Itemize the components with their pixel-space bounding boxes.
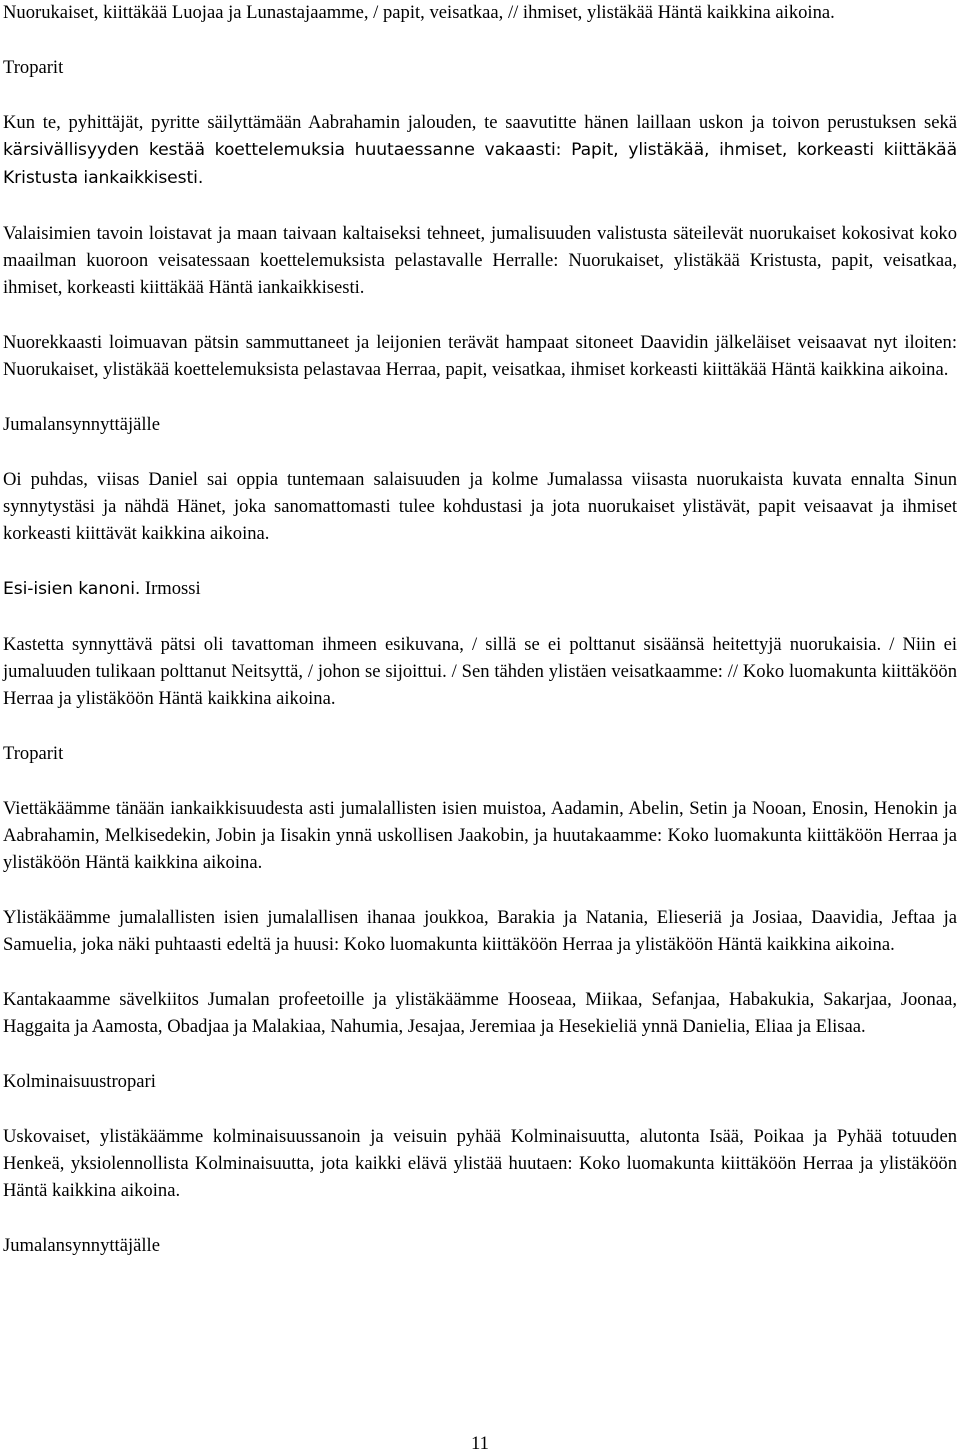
- heading-jumalansynnyttajalle-2: Jumalansynnyttäjälle: [3, 1235, 160, 1256]
- paragraph-kastetta: Kastetta synnyttävä pätsi oli tavattoman ihmeen esikuvana, / sillä se ei polttanut sisäänsä heitettyjä nuorukaisia. / Niin ei jumaluuden tulikaan polttanut Neitsyttä, / johon se sijoittui. / Sen tähden ylistäen veisatkaamme: // Koko luomakunta kiittäköön Herraa ja ylistäköön Häntä kaikkina aikoina.: [3, 633, 957, 710]
- heading-troparit-2: Troparit: [3, 743, 64, 764]
- page-number: 11: [471, 1433, 489, 1454]
- heading-kolminaisuustropari: Kolminaisuustropari: [3, 1071, 156, 1092]
- paragraph-valaisimien: Valaisimien tavoin loistavat ja maan taivaan kaltaiseksi tehneet, jumalisuuden valistusta säteilevät nuorukaiset kokosivat koko maailman kuoroon veisatessaan koettelemuksista pelastavalle Herralle: Nuorukaiset, ylistäkää Kristusta, papit, veisatkaa, ihmiset, korkeasti kiittäkää Häntä iankaikkisesti.: [3, 222, 957, 299]
- paragraph-nuorukaiset-closing: Nuorukaiset, kiittäkää Luojaa ja Lunastajaamme, / papit, veisatkaa, // ihmiset, ylistäkää Häntä kaikkina aikoina.: [3, 2, 835, 23]
- paragraph-viettakaamme: Viettäkäämme tänään iankaikkisuudesta asti jumalallisten isien muistoa, Aadamin, Abelin, Setin ja Nooan, Enosin, Henokin ja Aabrahamin, Melkisedekin, Jobin ja Iisakin ynnä uskollisen Jaakobin, ja huutakaamme: Koko luomakunta kiittäköön Herraa ja ylistäköön Häntä kaikkina aikoina.: [3, 797, 957, 874]
- heading-esi-isien-kanoni-bold: Esi-isien kanoni.: [3, 579, 141, 599]
- paragraph-ylistakaamme: Ylistäkäämme jumalallisten isien jumalallisen ihanaa joukkoa, Barakia ja Natania, Elieseriä ja Josiaa, Daavidia, Jeftaa ja Samuelia, joka näki puhtaasti edeltä ja huusi: Koko luomakunta kiittäköön Herraa ja ylistäköön Häntä kaikkina aikoina.: [3, 907, 957, 956]
- document-page: [3, 0, 957, 1287]
- heading-esi-isien-kanoni: [3, 575, 957, 603]
- paragraph-oi-puhdas: Oi puhdas, viisas Daniel sai oppia tuntemaan salaisuuden ja kolme Jumalassa viisasta nuorukaista kuvata ennalta Sinun synnytystäsi ja nähdä Hänet, joka sanomattomasti tulee kohdustasi ja jota nuorukaiset ylistävät, papit veisaavat ja ihmiset korkeasti kiittävät kaikkina aikoina.: [3, 468, 957, 545]
- paragraph-uskovaiset: Uskovaiset, ylistäkäämme kolminaisuussanoin ja veisuin pyhää Kolminaisuutta, alutonta Isää, Poikaa ja Pyhää totuuden Henkeä, yksiolennollista Kolminaisuutta, jota kaikki elävä ylistää huutaen: Koko luomakunta kiittäköön Herraa ja ylistäköön Häntä kaikkina aikoina.: [3, 1125, 957, 1202]
- paragraph-pyhittajat: [3, 109, 957, 193]
- heading-troparit: Troparit: [3, 56, 64, 78]
- paragraph-pyhittajat-sans-text: kärsivällisyyden kestää koettelemuksia huutaessanne vakaasti: Papit, ylistäkää, ihmiset, korkeasti kiittäkää Kristusta iankaikkisesti.: [3, 139, 957, 188]
- paragraph-kantakaamme: Kantakaamme sävelkiitos Jumalan profeetoille ja ylistäkäämme Hooseaa, Miikaa, Sefanjaa, Habakukia, Sakarjaa, Joonaa, Haggaita ja Aamosta, Obadjaa ja Malakiaa, Nahumia, Jesajaa, Jeremiaa ja Hesekieliä ynnä Danielia, Eliaa ja Elisaa.: [3, 989, 957, 1038]
- heading-irmossi: Irmossi: [140, 578, 201, 599]
- heading-jumalansynnyttajalle: Jumalansynnyttäjälle: [3, 414, 160, 435]
- paragraph-nuorekkaasti: Nuorekkaasti loimuavan pätsin sammuttaneet ja leijonien terävät hampaat sitoneet Daavidin jälkeläiset veisaavat nyt iloiten: Nuorukaiset, ylistäkää koettelemuksista pelastavaa Herraa, papit, veisatkaa, ihmiset korkeasti kiittäkää Häntä kaikkina aikoina.: [3, 332, 957, 381]
- paragraph-pyhittajat-serif-text: Kun te, pyhittäjät, pyritte säilyttämään Aabrahamin jalouden, te saavutitte hänen laillaan uskon ja toivon perustuksen sekä: [3, 111, 957, 133]
